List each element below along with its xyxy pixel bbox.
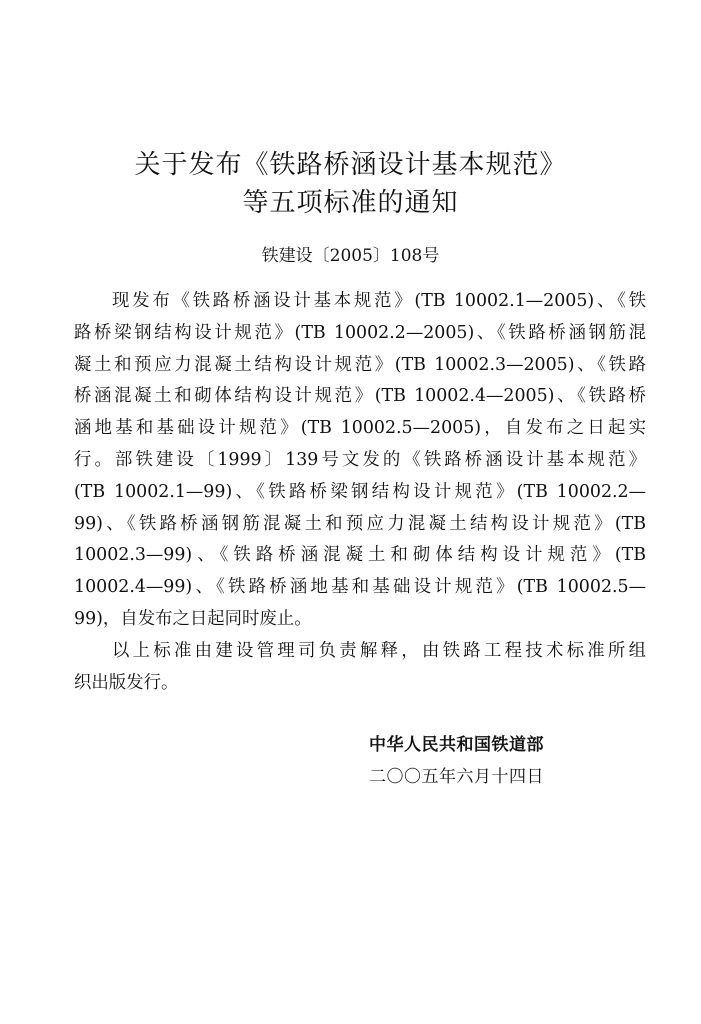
paragraph-line: 凝土和预应力混凝土结构设计规范》(TB 10002.3—2005)、《铁路 [74, 354, 646, 375]
signature-date: 二〇〇五年六月十四日 [369, 767, 544, 787]
paragraph-line: 路桥梁钢结构设计规范》(TB 10002.2—2005)、《铁路桥涵钢筋混 [74, 322, 646, 343]
paragraph-line: 桥涵混凝土和砌体结构设计规范》(TB 10002.4—2005)、《铁路桥 [74, 386, 646, 407]
paragraph-line: 99)，自发布之日起同时废止。 [74, 608, 312, 629]
paragraph-line: 现发布《铁路桥涵设计基本规范》(TB 10002.1—2005)、《铁 [112, 291, 646, 311]
notice-title-line-2: 等五项标准的通知 [242, 188, 459, 218]
paragraph-line: 10002.3—99)、《铁路桥涵混凝土和砌体结构设计规范》(TB [74, 545, 646, 566]
paragraph-line: 99)、《铁路桥涵钢筋混凝土和预应力混凝土结构设计规范》(TB [74, 513, 646, 534]
paragraph-line: (TB 10002.1—99)、《铁路桥梁钢结构设计规范》(TB 10002.2— [74, 481, 646, 502]
paragraph-line: 涵地基和基础设计规范》(TB 10002.5—2005)，自发布之日起实 [74, 418, 646, 439]
notice-body [74, 286, 646, 699]
paragraph-line: 以上标准由建设管理司负责解释，由铁路工程技术标准所组 [112, 640, 646, 661]
document-number: 铁建设〔2005〕108号 [261, 246, 440, 266]
paragraph-line: 10002.4—99)、《铁路桥涵地基和基础设计规范》(TB 10002.5— [74, 577, 646, 598]
signature-organization: 中华人民共和国铁道部 [369, 735, 544, 755]
paragraph-2 [74, 636, 646, 700]
paragraph-line: 行。部铁建设〔1999〕139号文发的《铁路桥涵设计基本规范》 [74, 449, 646, 470]
paragraph-line: 织出版发行。 [74, 672, 179, 693]
notice-title-line-1: 关于发布《铁路桥涵设计基本规范》 [134, 150, 567, 180]
paragraph-1 [74, 286, 646, 636]
